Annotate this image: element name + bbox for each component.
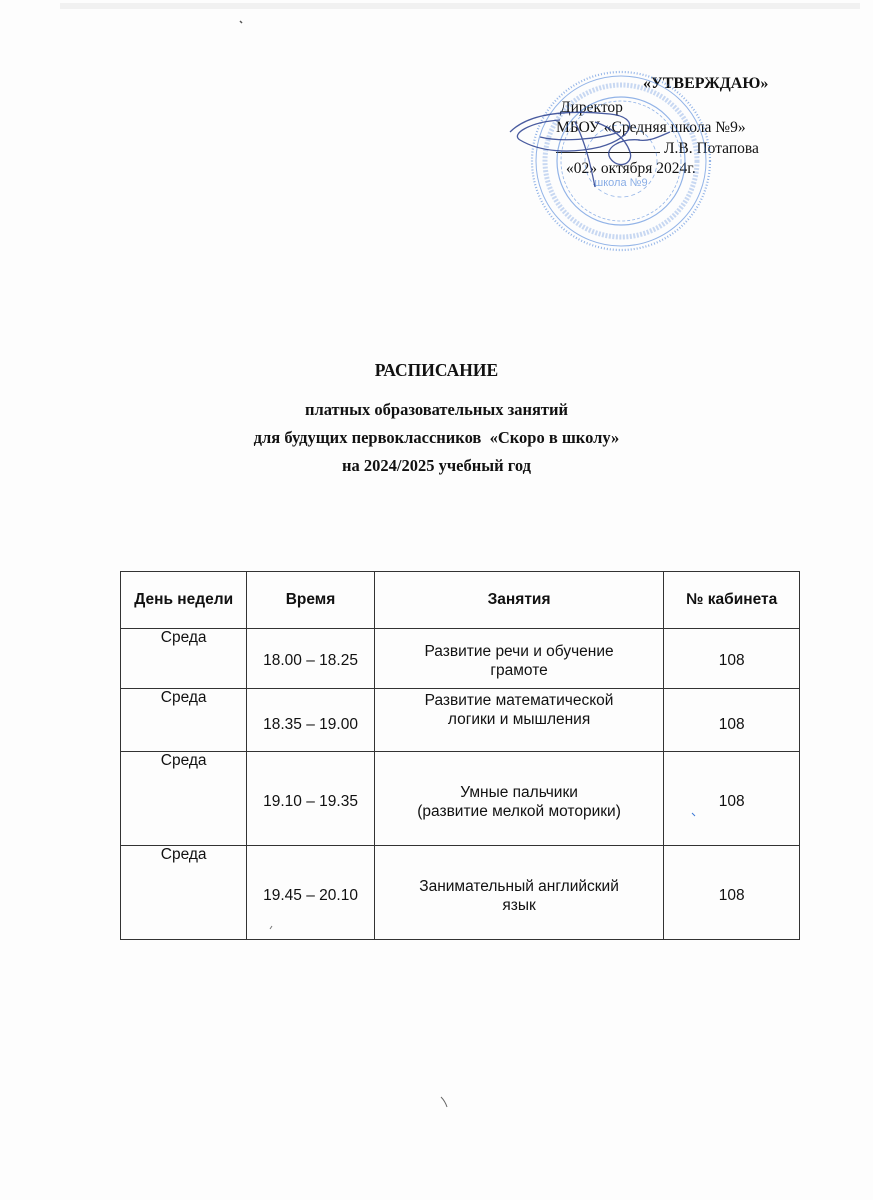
header-room: № кабинета [664, 572, 800, 629]
table-row [121, 752, 800, 846]
cell-room: 108 [664, 689, 800, 752]
table-row [121, 846, 800, 940]
cell-room: 108 [664, 752, 800, 846]
table-row [121, 689, 800, 752]
header-day: День недели [121, 572, 247, 629]
approval-organization: МБОУ «Средняя школа №9» [556, 119, 746, 136]
cell-time: 19.45 – 20.10 [247, 846, 374, 940]
lesson-line: грамоте [490, 661, 548, 679]
cell-lesson [374, 846, 664, 940]
cell-time: 19.10 – 19.35 [247, 752, 374, 846]
header-lesson: Занятия [374, 572, 664, 629]
header-time: Время [247, 572, 374, 629]
lesson-line: Умные пальчики [460, 783, 578, 801]
approval-position: Директор [560, 99, 623, 116]
approval-title: «УТВЕРЖДАЮ» [643, 75, 769, 92]
cell-lesson [374, 629, 664, 689]
document-subtitle-2: для будущих первоклассников «Скоро в школу» [253, 428, 620, 447]
cell-day: Среда [121, 846, 247, 940]
lesson-line: логики и мышления [447, 711, 591, 728]
handwritten-signature [500, 92, 680, 192]
cell-room: 108 [664, 846, 800, 940]
cell-day: Среда [121, 629, 247, 689]
cell-time: 18.00 – 18.25 [247, 629, 374, 689]
cell-day: Среда [121, 752, 247, 846]
cell-room: 108 [664, 629, 800, 689]
table-header-row [121, 572, 800, 629]
approval-date: «02» октября 2024г. [566, 160, 696, 177]
cell-time: 18.35 – 19.00 [247, 689, 374, 752]
lesson-line: Занимательный английский [419, 877, 619, 895]
lesson-line: Развитие математической [424, 692, 614, 709]
schedule-table [120, 571, 800, 940]
document-title: РАСПИСАНИЕ [374, 360, 499, 380]
lesson-line: (развитие мелкой моторики) [417, 802, 621, 820]
approval-signatory: Л.В. Потапова [664, 140, 759, 157]
document-subtitle-3: на 2024/2025 учебный год [342, 456, 531, 475]
lesson-line: Развитие речи и обучение [424, 642, 614, 660]
cell-day: Среда [121, 689, 247, 752]
cell-lesson [374, 689, 664, 752]
approval-block [0, 0, 873, 300]
cell-lesson [374, 752, 664, 846]
table-row [121, 629, 800, 689]
lesson-line: язык [502, 896, 536, 914]
document-subtitle-1: платных образовательных занятий [304, 400, 569, 419]
stamp-text: школа №9 [594, 177, 648, 189]
